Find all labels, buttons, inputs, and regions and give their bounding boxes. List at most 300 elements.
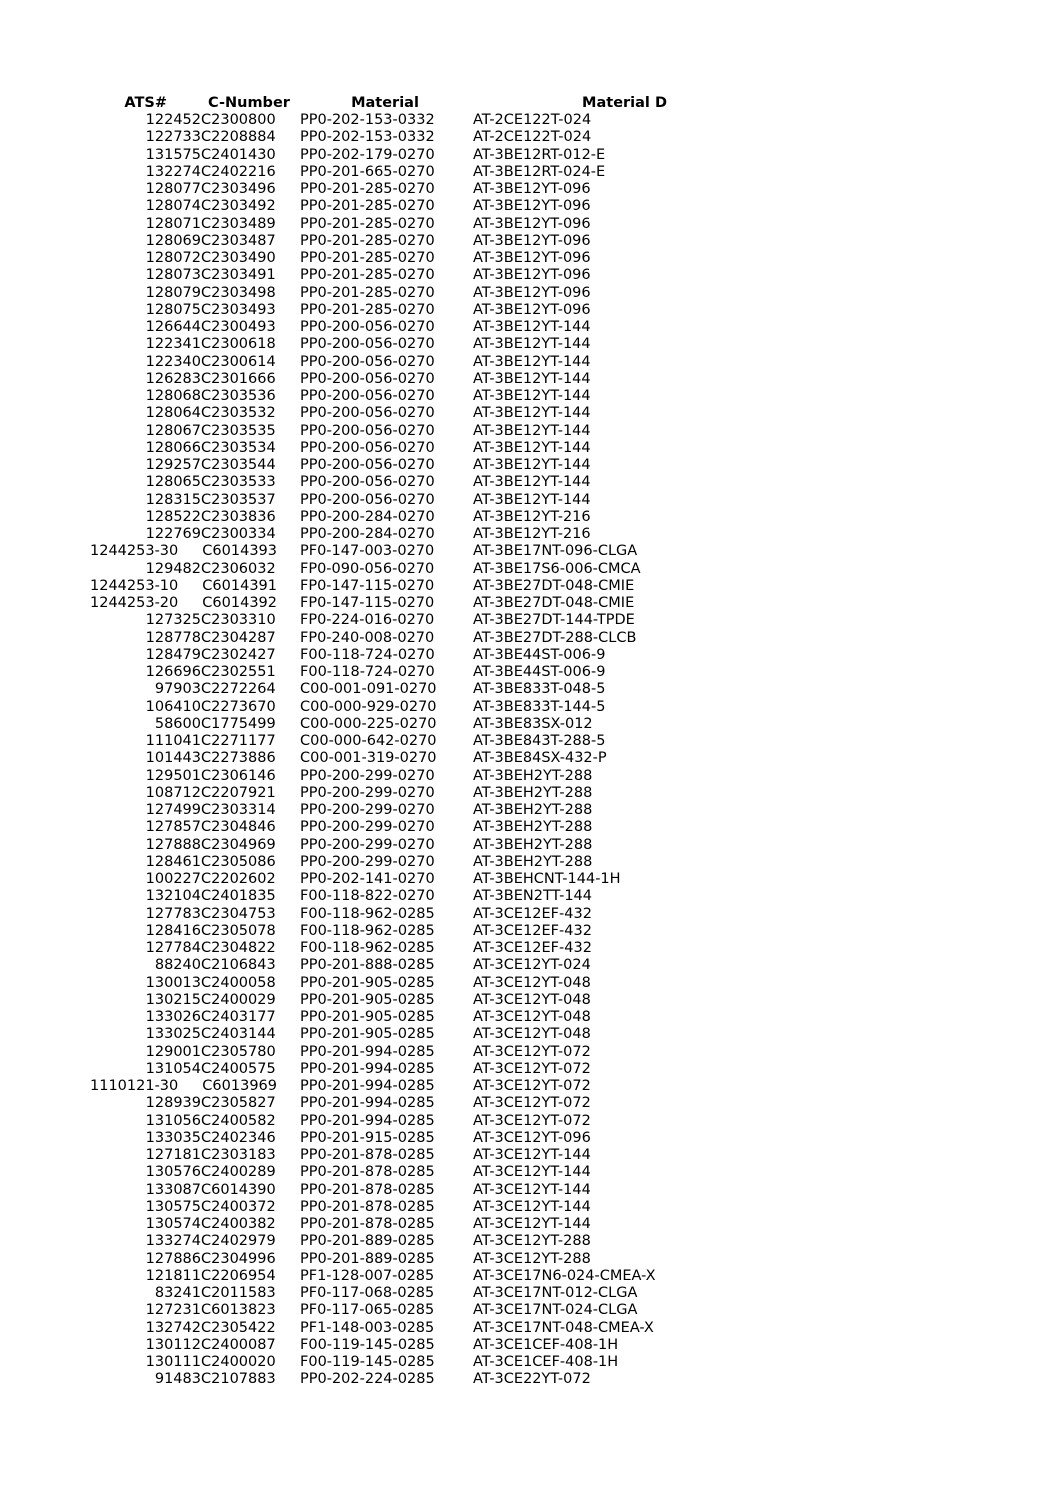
table-row: [0, 975, 1058, 992]
cell-ats: 128079: [145, 284, 201, 301]
table-row: [0, 578, 1058, 595]
header-c-number: C-Number: [208, 95, 290, 111]
cell-material-d: AT-3BE12YT-096: [473, 232, 591, 249]
cell-material-d: AT-3CE12YT-096: [473, 1129, 591, 1146]
cell-c-number: C2303492: [201, 198, 276, 215]
cell-ats: 133274: [145, 1233, 201, 1250]
cell-material-d: AT-3BE12YT-144: [473, 319, 591, 335]
cell-material-d: AT-3BE12YT-144: [473, 422, 591, 439]
cell-c-number: C2303533: [201, 474, 276, 491]
cell-ats: 127499: [145, 802, 201, 818]
cell-material: C00-000-225-0270: [300, 715, 437, 732]
cell-material: C00-001-319-0270: [300, 750, 437, 767]
table-row: [0, 1251, 1058, 1268]
cell-c-number: C2302551: [201, 664, 276, 680]
table-row: [0, 647, 1058, 664]
cell-c-number: C2300614: [201, 353, 276, 370]
table-row: [0, 630, 1058, 647]
cell-material: PP0-201-665-0270: [300, 163, 435, 180]
cell-material: PP0-200-299-0270: [300, 802, 435, 818]
cell-material-d: AT-3BE44ST-006-9: [473, 664, 606, 680]
cell-material: PP0-200-284-0270: [300, 526, 435, 542]
cell-c-number: C2300334: [201, 526, 276, 542]
cell-ats: 130574: [145, 1216, 201, 1232]
table-row: [0, 854, 1058, 871]
table-row: [0, 112, 1058, 129]
cell-c-number: C2304753: [201, 905, 276, 922]
cell-c-number: C2402979: [201, 1233, 276, 1250]
cell-c-number: C2306032: [201, 560, 276, 577]
cell-material-d: AT-3CE12YT-048: [473, 991, 591, 1008]
table-row: [0, 716, 1058, 733]
cell-material: F00-118-822-0270: [300, 888, 435, 905]
cell-ats: 127325: [145, 612, 201, 629]
table-row: [0, 561, 1058, 578]
table-row: [0, 699, 1058, 716]
cell-ats: 128315: [145, 491, 201, 508]
cell-ats: 130111: [145, 1354, 201, 1370]
table-row: [0, 1182, 1058, 1199]
table-row: [0, 1233, 1058, 1250]
cell-ats: 128416: [145, 922, 201, 939]
cell-material: PP0-202-179-0270: [300, 146, 435, 163]
table-row: [0, 543, 1058, 560]
cell-material: PP0-201-994-0285: [300, 1095, 435, 1112]
cell-material: C00-001-091-0270: [300, 681, 437, 698]
cell-c-number: C2400382: [201, 1216, 276, 1232]
cell-ats: 128939: [145, 1095, 201, 1112]
table-row: [0, 388, 1058, 405]
cell-c-number: C2304822: [201, 940, 276, 956]
cell-material: PP0-201-878-0285: [300, 1181, 435, 1198]
cell-ats: 58600: [154, 715, 201, 732]
cell-ats: 132274: [145, 163, 201, 180]
cell-c-number: C2402346: [201, 1129, 276, 1146]
cell-material-d: AT-3CE12EF-432: [473, 940, 592, 956]
cell-material-d: AT-3BE12YT-096: [473, 181, 591, 197]
cell-material: PP0-201-285-0270: [300, 250, 435, 266]
cell-c-number: C6014392: [202, 595, 277, 611]
table-row: [0, 405, 1058, 422]
cell-material: PP0-201-994-0285: [300, 1043, 435, 1060]
cell-c-number: C2304996: [201, 1250, 276, 1267]
cell-c-number: C2302427: [201, 646, 276, 663]
cell-c-number: C2202602: [201, 871, 276, 887]
cell-ats: 127784: [145, 940, 201, 956]
cell-c-number: C2304287: [201, 629, 276, 646]
table-row: [0, 1354, 1058, 1371]
cell-material-d: AT-3CE12YT-072: [473, 1095, 591, 1112]
cell-ats: 97903: [154, 681, 201, 698]
cell-ats: 128074: [145, 198, 201, 215]
cell-material-d: AT-2CE122T-024: [473, 129, 592, 146]
cell-ats: 130576: [145, 1164, 201, 1181]
cell-material: PP0-201-905-0285: [300, 1009, 435, 1025]
table-row: [0, 1199, 1058, 1216]
cell-material: PP0-200-056-0270: [300, 491, 435, 508]
cell-c-number: C2208884: [201, 129, 276, 146]
table-row: [0, 147, 1058, 164]
table-row: [0, 595, 1058, 612]
cell-c-number: C2303836: [201, 508, 276, 525]
cell-material: PP0-201-878-0285: [300, 1216, 435, 1232]
cell-ats: 129001: [145, 1043, 201, 1060]
cell-ats: 126283: [145, 370, 201, 387]
cell-material-d: AT-3CE12YT-144: [473, 1198, 591, 1215]
cell-ats: 127886: [145, 1250, 201, 1267]
cell-material-d: AT-3CE17N6-024-CMEA-X: [473, 1267, 656, 1284]
table-row: [0, 181, 1058, 198]
cell-material-d: AT-3BE83SX-012: [473, 715, 593, 732]
cell-c-number: C2303487: [201, 232, 276, 249]
table-row: [0, 285, 1058, 302]
cell-ats: 130575: [145, 1198, 201, 1215]
table-row: [0, 1147, 1058, 1164]
cell-ats: 130215: [145, 991, 201, 1008]
table-row: [0, 509, 1058, 526]
cell-material-d: AT-3BEH2YT-288: [473, 802, 593, 818]
cell-material: PP0-200-056-0270: [300, 319, 435, 335]
cell-material: F00-118-724-0270: [300, 664, 435, 680]
cell-ats: 106410: [145, 698, 201, 715]
cell-c-number: C6013823: [201, 1302, 276, 1319]
cell-c-number: C2403144: [201, 1026, 276, 1043]
cell-material: PP0-201-878-0285: [300, 1164, 435, 1181]
cell-material: PP0-201-285-0270: [300, 267, 435, 284]
cell-ats: 101443: [145, 750, 201, 767]
cell-material-d: AT-3CE1CEF-408-1H: [473, 1354, 619, 1370]
cell-material: F00-119-145-0285: [300, 1336, 435, 1353]
cell-ats: 126644: [145, 319, 201, 335]
cell-material: PP0-201-285-0270: [300, 284, 435, 301]
cell-c-number: C2303314: [201, 802, 276, 818]
cell-ats: 1244253-10: [90, 577, 179, 594]
cell-material: PP0-201-915-0285: [300, 1129, 435, 1146]
cell-ats: 122733: [145, 129, 201, 146]
table-row: [0, 940, 1058, 957]
cell-material-d: AT-3CE17NT-012-CLGA: [473, 1285, 638, 1301]
cell-c-number: C2305078: [201, 922, 276, 939]
cell-c-number: C2300800: [201, 112, 276, 128]
cell-material-d: AT-3CE17NT-024-CLGA: [473, 1302, 638, 1319]
table-row: [0, 664, 1058, 681]
cell-c-number: C2304969: [201, 836, 276, 853]
table-row: [0, 1268, 1058, 1285]
cell-c-number: C6014390: [201, 1181, 276, 1198]
cell-c-number: C2271177: [201, 733, 276, 749]
table-row: [0, 681, 1058, 698]
cell-material-d: AT-3BE12YT-144: [473, 353, 591, 370]
cell-c-number: C2400087: [201, 1336, 276, 1353]
cell-material: PP0-200-056-0270: [300, 439, 435, 456]
cell-c-number: C2306146: [201, 767, 276, 784]
table-row: [0, 612, 1058, 629]
cell-ats: 128077: [145, 181, 201, 197]
cell-material: F00-118-962-0285: [300, 905, 435, 922]
cell-ats: 127181: [145, 1147, 201, 1163]
table-row: [0, 250, 1058, 267]
cell-c-number: C2305827: [201, 1095, 276, 1112]
cell-material: PP0-201-889-0285: [300, 1233, 435, 1250]
table-row: [0, 906, 1058, 923]
cell-c-number: C2272264: [201, 681, 276, 698]
cell-material-d: AT-3CE12YT-048: [473, 974, 591, 991]
spreadsheet-table: [0, 94, 1058, 1389]
cell-ats: 122769: [145, 526, 201, 542]
cell-material-d: AT-3BE12YT-144: [473, 474, 591, 491]
cell-material: FP0-240-008-0270: [300, 629, 435, 646]
cell-material: PP0-201-905-0285: [300, 991, 435, 1008]
cell-c-number: C2303544: [201, 457, 276, 473]
cell-material: PP0-200-056-0270: [300, 336, 435, 353]
cell-material-d: AT-3CE12YT-288: [473, 1250, 591, 1267]
table-row: [0, 1009, 1058, 1026]
cell-ats: 128461: [145, 853, 201, 870]
cell-material: PP0-200-056-0270: [300, 457, 435, 473]
cell-ats: 127888: [145, 836, 201, 853]
cell-material: PF0-117-065-0285: [300, 1302, 435, 1319]
cell-c-number: C2207921: [201, 784, 276, 801]
cell-c-number: C2400029: [201, 991, 276, 1008]
cell-ats: 129482: [145, 560, 201, 577]
cell-ats: 130013: [145, 974, 201, 991]
table-row: [0, 233, 1058, 250]
cell-material-d: AT-3BE12YT-144: [473, 491, 591, 508]
table-row: [0, 371, 1058, 388]
cell-material: PP0-200-299-0270: [300, 767, 435, 784]
cell-material-d: AT-3BE12YT-096: [473, 198, 591, 215]
cell-c-number: C2305086: [201, 853, 276, 870]
cell-material: PP0-201-878-0285: [300, 1198, 435, 1215]
cell-ats: 128778: [145, 629, 201, 646]
cell-c-number: C2303310: [201, 612, 276, 629]
cell-material: PF0-117-068-0285: [300, 1285, 435, 1301]
cell-material: PP0-201-888-0285: [300, 957, 435, 974]
cell-material-d: AT-3BE833T-144-5: [473, 698, 606, 715]
cell-ats: 121811: [145, 1267, 201, 1284]
cell-material: PP0-201-285-0270: [300, 215, 435, 232]
cell-material-d: AT-3BE44ST-006-9: [473, 646, 606, 663]
table-row: [0, 1095, 1058, 1112]
cell-material-d: AT-3CE12YT-144: [473, 1147, 591, 1163]
cell-material: F00-118-962-0285: [300, 922, 435, 939]
cell-material-d: AT-3BE12YT-096: [473, 267, 591, 284]
table-row: [0, 474, 1058, 491]
cell-material: C00-000-929-0270: [300, 698, 437, 715]
cell-material: C00-000-642-0270: [300, 733, 437, 749]
cell-material: PP0-200-284-0270: [300, 508, 435, 525]
cell-c-number: C2273670: [201, 698, 276, 715]
header-ats: ATS#: [124, 95, 167, 111]
cell-material-d: AT-3BE27DT-288-CLCB: [473, 629, 637, 646]
table-row: [0, 129, 1058, 146]
table-row: [0, 837, 1058, 854]
cell-material-d: AT-3BE27DT-144-TPDE: [473, 612, 635, 629]
cell-c-number: C2303536: [201, 388, 276, 404]
cell-material: PP0-200-056-0270: [300, 388, 435, 404]
table-row: [0, 733, 1058, 750]
cell-ats: 131054: [145, 1060, 201, 1077]
cell-material: PP0-200-056-0270: [300, 370, 435, 387]
cell-c-number: C2305422: [201, 1319, 276, 1336]
cell-c-number: C2303183: [201, 1147, 276, 1163]
cell-ats: 128479: [145, 646, 201, 663]
cell-ats: 122452: [145, 112, 201, 128]
table-row: [0, 992, 1058, 1009]
cell-ats: 130112: [145, 1336, 201, 1353]
cell-material-d: AT-3CE12YT-144: [473, 1216, 591, 1232]
cell-c-number: C2301666: [201, 370, 276, 387]
cell-material-d: AT-3CE12YT-072: [473, 1112, 591, 1129]
table-body: [0, 112, 1058, 1389]
cell-material-d: AT-3CE12YT-048: [473, 1009, 591, 1025]
cell-material-d: AT-2CE122T-024: [473, 112, 592, 128]
cell-material: PP0-201-889-0285: [300, 1250, 435, 1267]
cell-c-number: C2011583: [201, 1285, 276, 1301]
cell-ats: 127783: [145, 905, 201, 922]
cell-material: PP0-200-299-0270: [300, 819, 435, 836]
cell-material: PP0-201-905-0285: [300, 974, 435, 991]
table-row: [0, 1130, 1058, 1147]
cell-material: PF0-147-003-0270: [300, 543, 435, 560]
cell-material: PP0-201-994-0285: [300, 1060, 435, 1077]
cell-ats: 122341: [145, 336, 201, 353]
cell-material-d: AT-3CE12EF-432: [473, 905, 592, 922]
cell-c-number: C2300493: [201, 319, 276, 335]
table-row: [0, 164, 1058, 181]
table-row: [0, 1026, 1058, 1043]
cell-material-d: AT-3BE12RT-024-E: [473, 163, 606, 180]
cell-material: PP0-201-285-0270: [300, 301, 435, 318]
cell-c-number: C2106843: [201, 957, 276, 974]
table-row: [0, 1113, 1058, 1130]
table-row: [0, 457, 1058, 474]
cell-c-number: C2303496: [201, 181, 276, 197]
cell-material-d: AT-3BE12YT-216: [473, 526, 591, 542]
cell-c-number: C2303489: [201, 215, 276, 232]
cell-c-number: C6014391: [202, 577, 277, 594]
cell-ats: 131056: [145, 1112, 201, 1129]
cell-material: FP0-147-115-0270: [300, 577, 435, 594]
cell-material: PF1-148-003-0285: [300, 1319, 435, 1336]
cell-material: PP0-201-994-0285: [300, 1078, 435, 1094]
cell-material: PP0-200-299-0270: [300, 784, 435, 801]
cell-material-d: AT-3BEH2YT-288: [473, 767, 593, 784]
cell-material-d: AT-3CE22YT-072: [473, 1371, 591, 1388]
cell-ats: 129501: [145, 767, 201, 784]
cell-c-number: C2403177: [201, 1009, 276, 1025]
cell-c-number: C2303537: [201, 491, 276, 508]
cell-ats: 132104: [145, 888, 201, 905]
cell-c-number: C2402216: [201, 163, 276, 180]
cell-material-d: AT-3CE1CEF-408-1H: [473, 1336, 619, 1353]
cell-ats: 128069: [145, 232, 201, 249]
cell-material: FP0-147-115-0270: [300, 595, 435, 611]
cell-material: F00-118-962-0285: [300, 940, 435, 956]
cell-ats: 83241: [154, 1285, 201, 1301]
cell-ats: 128065: [145, 474, 201, 491]
cell-c-number: C2400289: [201, 1164, 276, 1181]
cell-c-number: C2303535: [201, 422, 276, 439]
cell-material: PP0-201-285-0270: [300, 198, 435, 215]
table-row: [0, 768, 1058, 785]
cell-c-number: C2273886: [201, 750, 276, 767]
cell-c-number: C2400372: [201, 1198, 276, 1215]
cell-material: PP0-200-299-0270: [300, 853, 435, 870]
table-row: [0, 267, 1058, 284]
cell-material-d: AT-3BE27DT-048-CMIE: [473, 595, 635, 611]
cell-ats: 128522: [145, 508, 201, 525]
cell-c-number: C6013969: [202, 1078, 277, 1094]
cell-ats: 111041: [145, 733, 201, 749]
cell-material: PP0-202-153-0332: [300, 129, 435, 146]
cell-c-number: C1775499: [201, 715, 276, 732]
cell-ats: 128067: [145, 422, 201, 439]
cell-material: PP0-200-299-0270: [300, 836, 435, 853]
cell-material-d: AT-3BEH2YT-288: [473, 819, 593, 836]
cell-ats: 128072: [145, 250, 201, 266]
cell-material: PP0-201-878-0285: [300, 1147, 435, 1163]
cell-c-number: C2400020: [201, 1354, 276, 1370]
cell-ats: 129257: [145, 457, 201, 473]
cell-material-d: AT-3CE12YT-072: [473, 1078, 591, 1094]
table-row: [0, 923, 1058, 940]
cell-ats: 128071: [145, 215, 201, 232]
cell-material: PP0-201-285-0270: [300, 232, 435, 249]
cell-ats: 133025: [145, 1026, 201, 1043]
cell-c-number: C6014393: [202, 543, 277, 560]
cell-c-number: C2303498: [201, 284, 276, 301]
cell-material: FP0-090-056-0270: [300, 560, 435, 577]
cell-material-d: AT-3CE12YT-024: [473, 957, 591, 974]
cell-material-d: AT-3BE12YT-096: [473, 215, 591, 232]
cell-ats: 128064: [145, 405, 201, 422]
cell-ats: 126696: [145, 664, 201, 680]
cell-c-number: C2300618: [201, 336, 276, 353]
cell-ats: 91483: [154, 1371, 201, 1388]
cell-material: PP0-202-153-0332: [300, 112, 435, 128]
table-row: [0, 957, 1058, 974]
table-row: [0, 440, 1058, 457]
cell-material: PP0-200-056-0270: [300, 474, 435, 491]
cell-material-d: AT-3BE12YT-144: [473, 405, 591, 422]
cell-material-d: AT-3BE12YT-144: [473, 457, 591, 473]
table-row: [0, 526, 1058, 543]
table-row: [0, 1061, 1058, 1078]
cell-c-number: C2303534: [201, 439, 276, 456]
cell-material-d: AT-3CE12EF-432: [473, 922, 592, 939]
cell-c-number: C2107883: [201, 1371, 276, 1388]
cell-material-d: AT-3CE12YT-144: [473, 1164, 591, 1181]
cell-material-d: AT-3CE12YT-144: [473, 1181, 591, 1198]
cell-material-d: AT-3BE17NT-096-CLGA: [473, 543, 638, 560]
table-row: [0, 198, 1058, 215]
cell-ats: 108712: [145, 784, 201, 801]
cell-ats: 128075: [145, 301, 201, 318]
cell-material-d: AT-3BEH2YT-288: [473, 784, 593, 801]
table-row: [0, 1337, 1058, 1354]
cell-material-d: AT-3CE12YT-048: [473, 1026, 591, 1043]
table-row: [0, 819, 1058, 836]
table-row: [0, 1320, 1058, 1337]
cell-c-number: C2303532: [201, 405, 276, 422]
cell-material-d: AT-3CE12YT-072: [473, 1060, 591, 1077]
header-material: Material: [351, 95, 419, 111]
table-row: [0, 319, 1058, 336]
cell-material: PP0-202-141-0270: [300, 871, 435, 887]
header-material-d: Material D: [582, 95, 667, 111]
cell-material-d: AT-3BE833T-048-5: [473, 681, 606, 698]
